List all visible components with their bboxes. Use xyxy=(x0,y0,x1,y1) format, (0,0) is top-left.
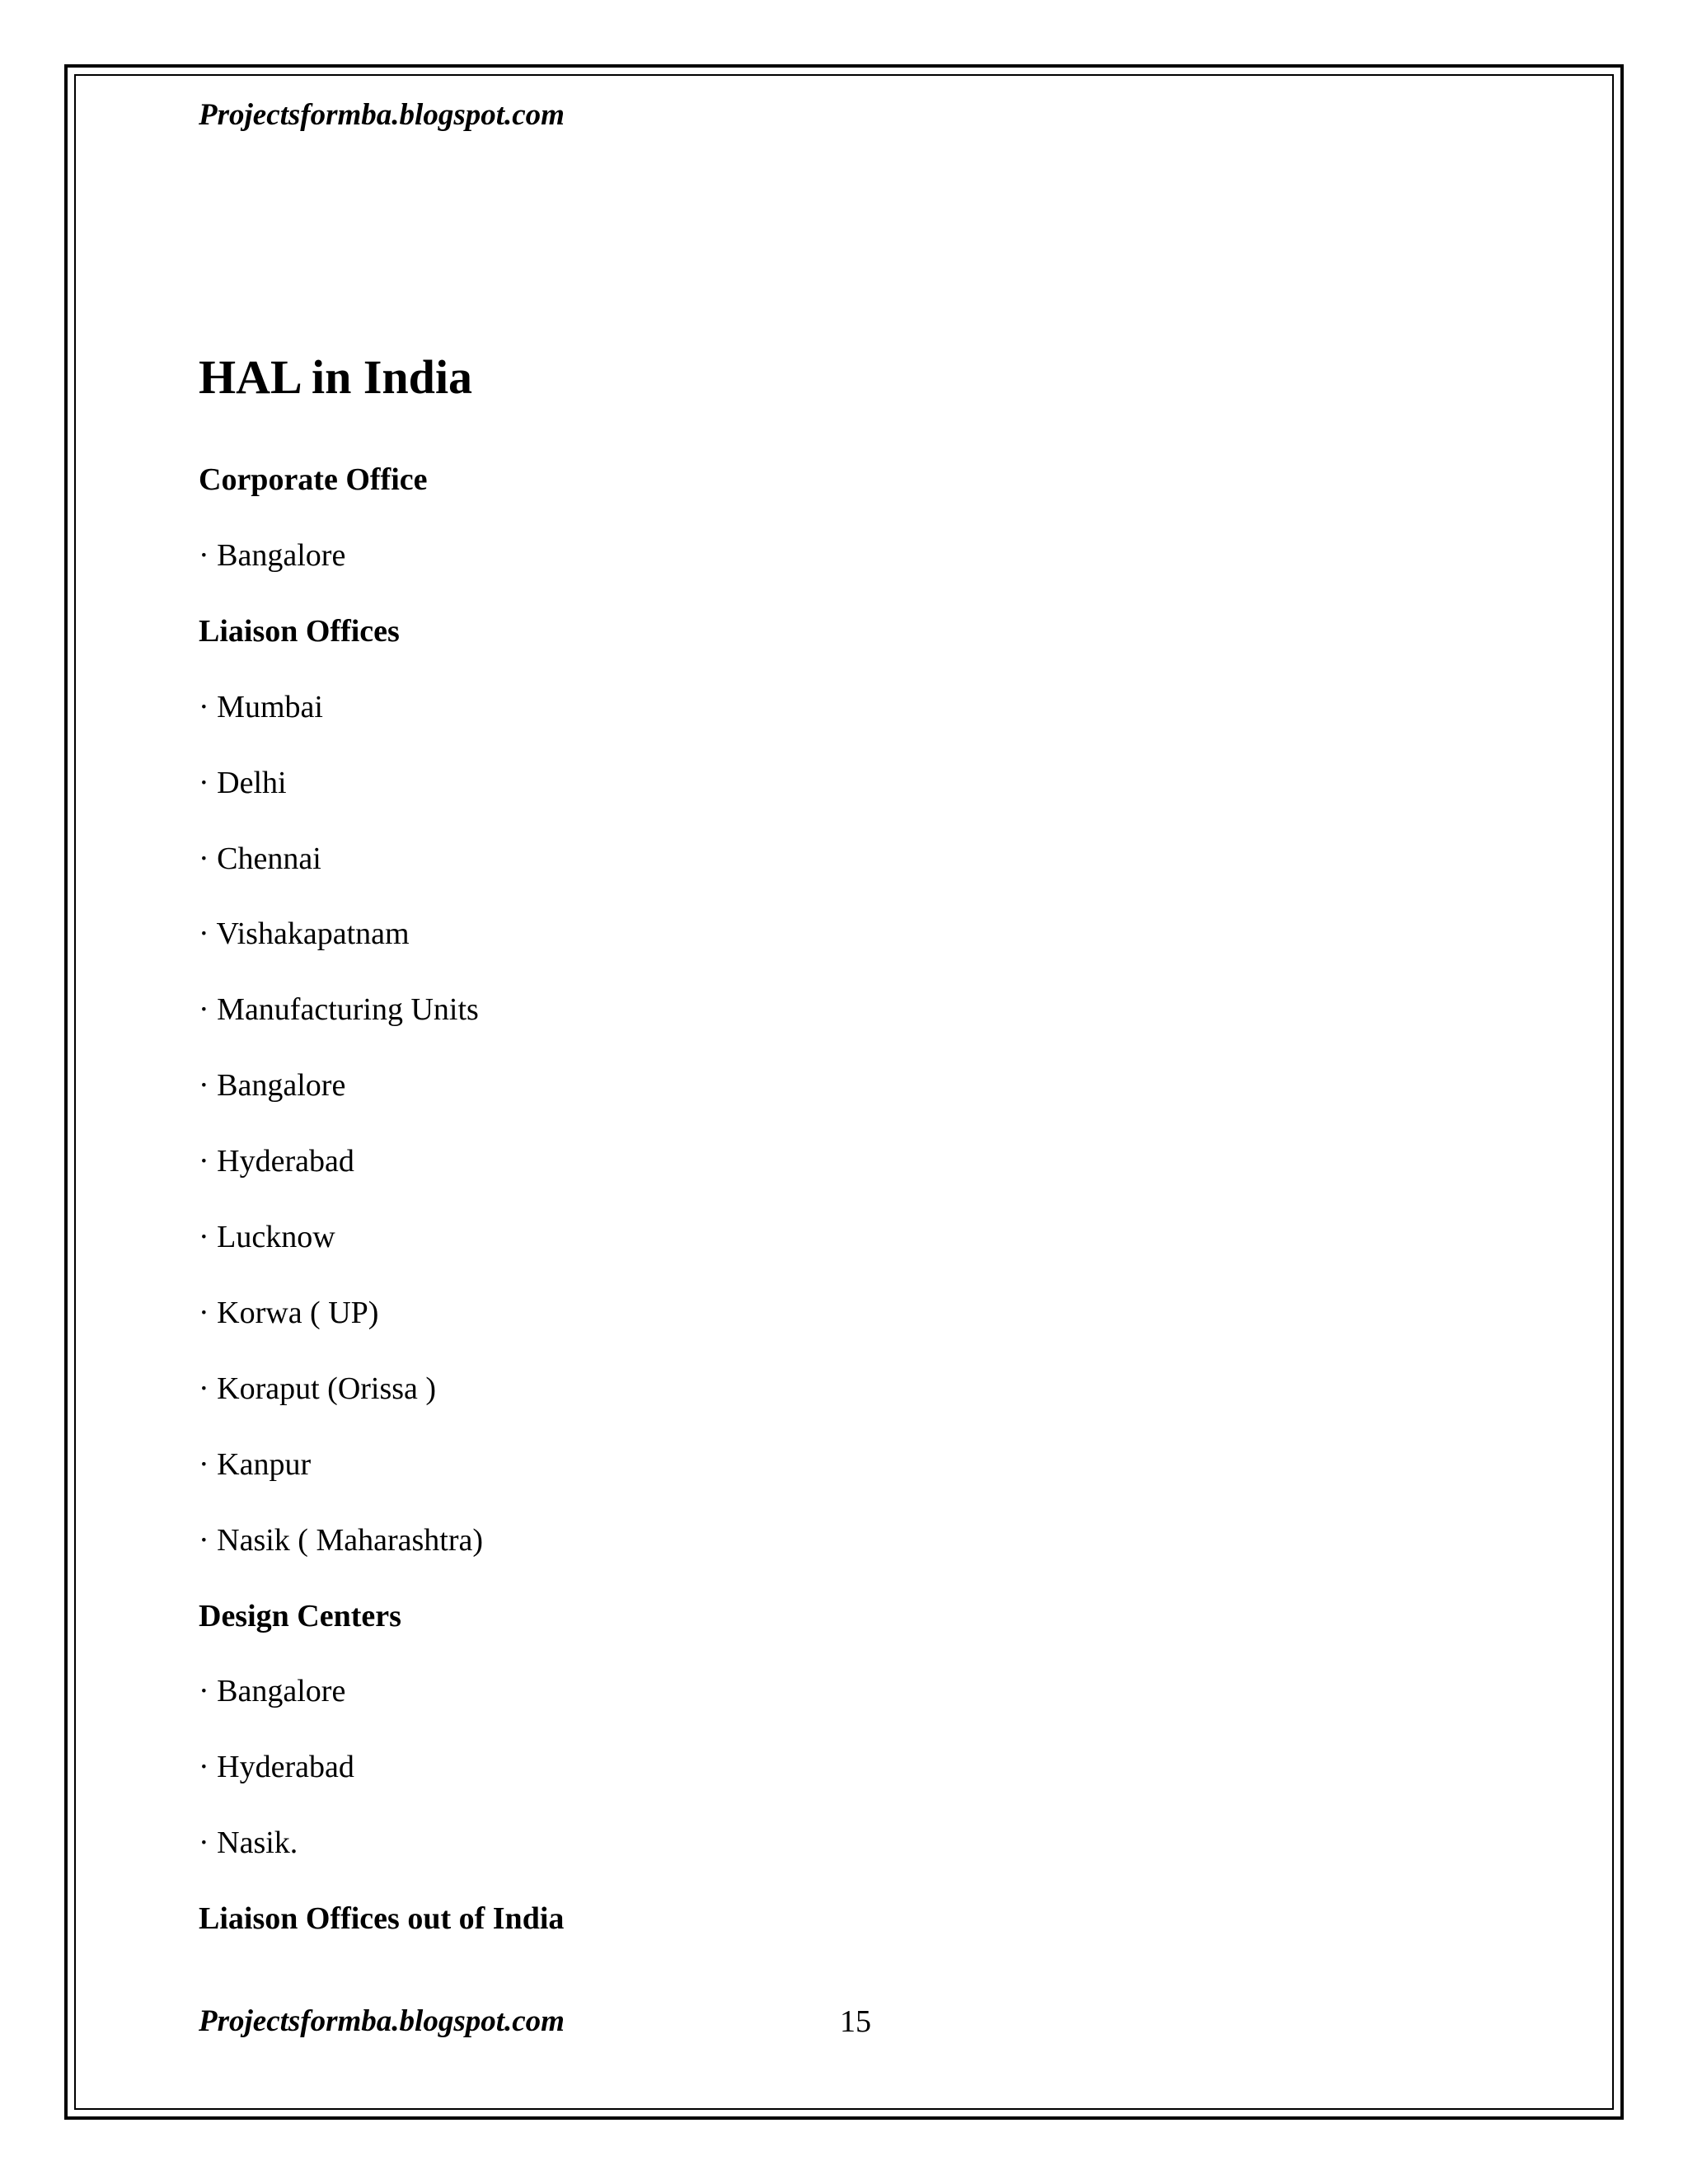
page-number: 15 xyxy=(840,2004,871,2039)
list-item: · Koraput (Orissa ) xyxy=(199,1371,437,1406)
list-item: · Bangalore xyxy=(199,538,346,573)
list-item: · Kanpur xyxy=(199,1447,312,1482)
list-item: · Mumbai xyxy=(199,690,323,724)
header-site-name: Projectsformba.blogspot.com xyxy=(199,98,565,132)
list-item: · Lucknow xyxy=(199,1220,335,1254)
footer-site-name: Projectsformba.blogspot.com xyxy=(199,2004,565,2038)
list-item: · Vishakapatnam xyxy=(199,916,410,951)
list-item: · Bangalore xyxy=(199,1674,346,1708)
list-item: · Hyderabad xyxy=(199,1144,354,1179)
list-item: · Chennai xyxy=(199,841,321,876)
section-heading: Design Centers xyxy=(199,1599,401,1633)
section-heading: Liaison Offices out of India xyxy=(199,1901,565,1936)
list-item: · Korwa ( UP) xyxy=(199,1296,379,1330)
page-title: HAL in India xyxy=(199,350,473,404)
list-item: · Delhi xyxy=(199,766,287,800)
list-item: · Manufacturing Units xyxy=(199,992,479,1027)
list-item: · Nasik. xyxy=(199,1825,298,1860)
list-item: · Hyderabad xyxy=(199,1750,354,1784)
section-heading: Corporate Office xyxy=(199,462,428,497)
list-item: · Nasik ( Maharashtra) xyxy=(199,1523,484,1558)
section-heading: Liaison Offices xyxy=(199,614,400,649)
list-item: · Bangalore xyxy=(199,1068,346,1103)
